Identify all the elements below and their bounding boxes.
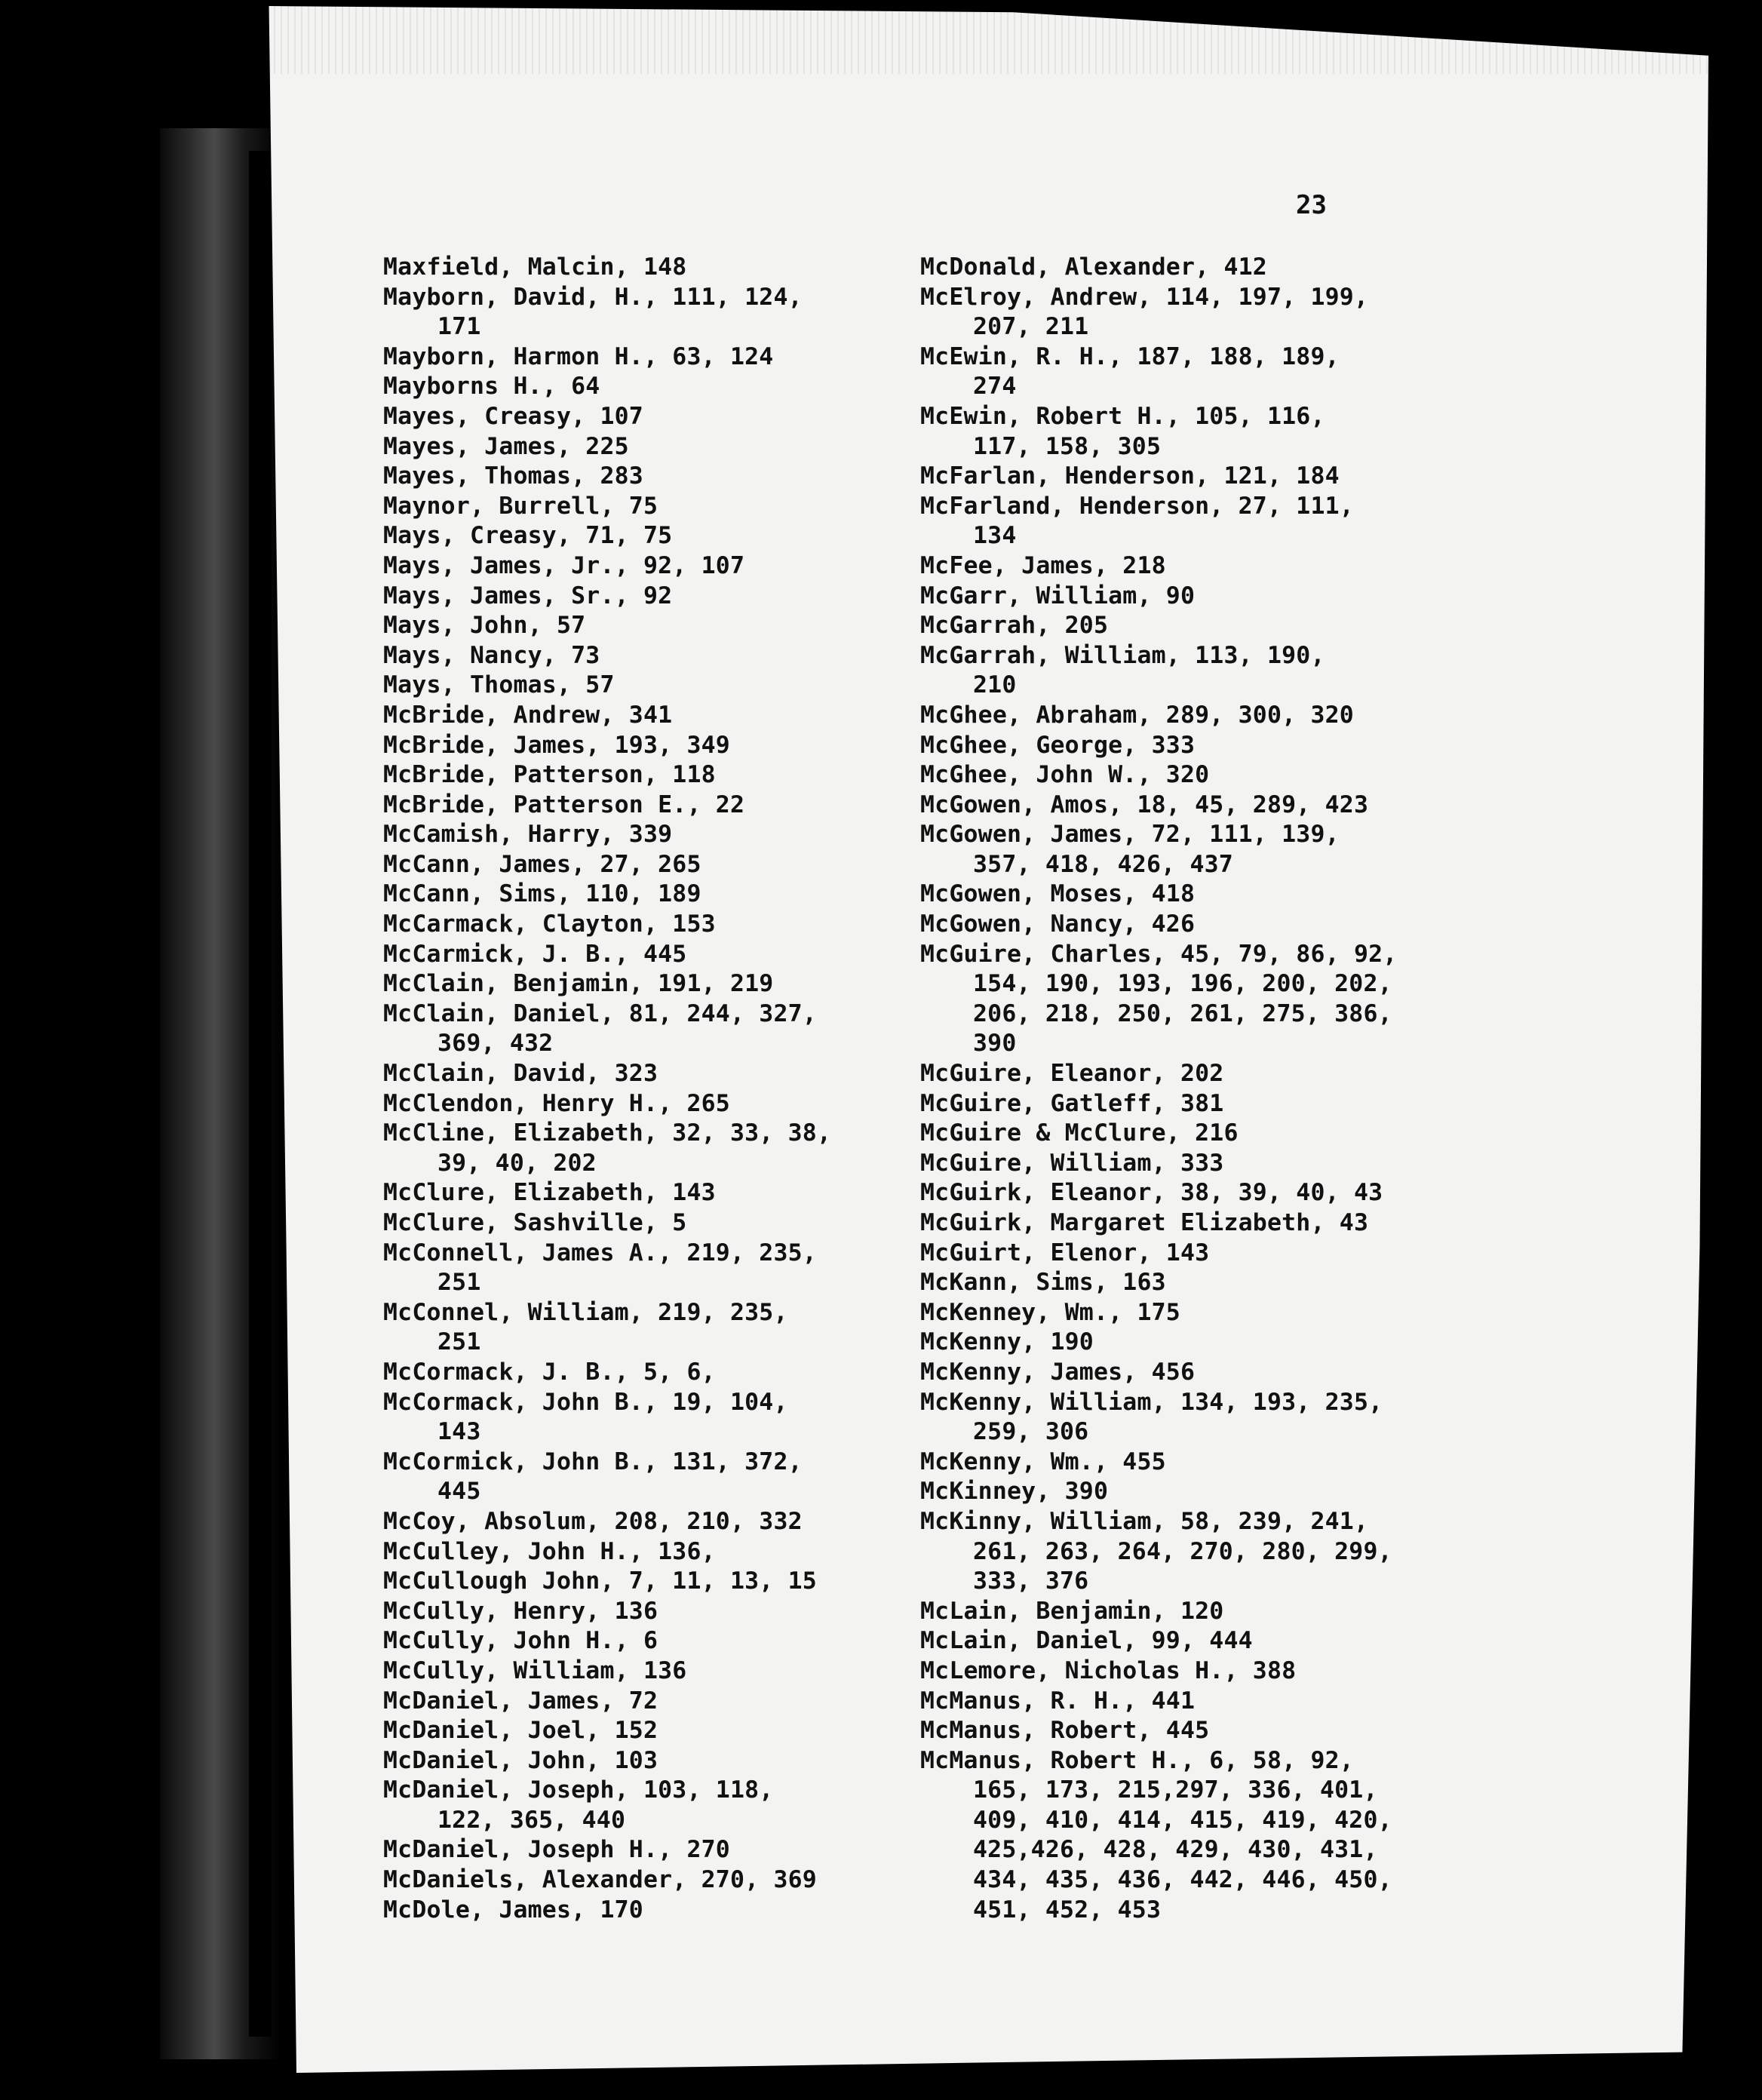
index-entry <box>383 432 866 462</box>
index-entry-text: Mayborn, David, H., 111, 124, <box>383 283 803 311</box>
index-entry-continuation: 39, 40, 202 <box>437 1149 597 1177</box>
index-entry-text: McManus, R. H., 441 <box>920 1687 1196 1715</box>
index-entry <box>383 1448 866 1507</box>
index-entry <box>920 1208 1403 1239</box>
index-entry-text: McCann, Sims, 110, 189 <box>383 880 701 908</box>
index-entry-text: McConnell, James A., 219, 235, <box>383 1239 817 1266</box>
index-entry-text: McElroy, Andrew, 114, 197, 199, <box>920 283 1369 311</box>
index-entry-continuation: 251 <box>437 1269 481 1297</box>
index-entry <box>383 1567 866 1597</box>
index-entry <box>920 701 1403 731</box>
index-entry-text: McCoy, Absolum, 208, 210, 332 <box>383 1507 803 1535</box>
index-entry <box>920 492 1403 551</box>
index-entry-text: McCormack, J. B., 5, 6, <box>383 1358 716 1386</box>
index-column-left <box>383 253 866 1925</box>
index-entry <box>920 641 1403 701</box>
index-entry <box>383 1358 866 1388</box>
index-entry-text: Mayborns H., 64 <box>383 373 600 401</box>
index-entry <box>920 1178 1403 1208</box>
index-entry <box>383 671 866 701</box>
index-entry-text: McClure, Elizabeth, 143 <box>383 1179 716 1207</box>
index-entry <box>383 760 866 791</box>
index-entry <box>383 641 866 671</box>
index-entry-text: Mays, Thomas, 57 <box>383 671 615 699</box>
index-entry-continuation: 333, 376 <box>973 1567 1089 1595</box>
index-entry <box>383 253 866 283</box>
index-entry <box>383 1597 866 1627</box>
index-entry <box>383 1537 866 1567</box>
index-entry-text: McCarmick, J. B., 445 <box>383 940 687 968</box>
index-entry <box>920 1477 1403 1507</box>
index-entry <box>920 880 1403 910</box>
index-entry-text: Maxfield, Malcin, 148 <box>383 253 687 281</box>
index-entry-text: McLemore, Nicholas H., 388 <box>920 1656 1297 1684</box>
index-entry-text: McGhee, John W., 320 <box>920 761 1210 789</box>
index-entry <box>383 342 866 373</box>
index-entry-text: McDaniel, Joseph H., 270 <box>383 1836 730 1864</box>
index-entry-text: McGarrah, 205 <box>920 612 1109 640</box>
index-entry-text: McCully, Henry, 136 <box>383 1597 658 1625</box>
index-entry-continuation: 171 <box>437 313 481 341</box>
index-entry <box>920 1746 1403 1926</box>
index-entry-text: Mays, James, Jr., 92, 107 <box>383 551 745 579</box>
index-entry <box>383 1656 866 1687</box>
index-entry <box>383 492 866 522</box>
index-entry-text: McKinny, William, 58, 239, 241, <box>920 1507 1369 1535</box>
index-entry <box>383 1507 866 1537</box>
index-entry-text: Mayes, Thomas, 283 <box>383 462 643 490</box>
index-entry <box>383 850 866 880</box>
index-entry-text: McGuirt, Elenor, 143 <box>920 1239 1210 1266</box>
index-entry <box>383 791 866 821</box>
index-entry-text: McClain, Daniel, 81, 244, 327, <box>383 999 817 1027</box>
index-entry-text: McClure, Sashville, 5 <box>383 1209 687 1236</box>
index-entry <box>920 791 1403 821</box>
index-entry-continuation: 390 <box>973 1030 1017 1058</box>
page-number: 23 <box>1296 190 1327 220</box>
index-entry-text: Mays, Nancy, 73 <box>383 641 600 669</box>
index-entry-text: McGowen, Amos, 18, 45, 289, 423 <box>920 791 1369 818</box>
index-entry-text: McGuire, William, 333 <box>920 1149 1224 1177</box>
index-entry-text: McKann, Sims, 163 <box>920 1269 1166 1297</box>
index-entry-continuation: 369, 432 <box>437 1030 554 1058</box>
index-entry <box>383 551 866 582</box>
index-entry-text: McEwin, R. H., 187, 188, 189, <box>920 342 1340 370</box>
index-entry-text: McCormick, John B., 131, 372, <box>383 1448 803 1475</box>
index-entry-text: McGuire, Eleanor, 202 <box>920 1060 1224 1088</box>
index-entry-text: McKinney, 390 <box>920 1478 1109 1506</box>
index-entry-text: McDonald, Alexander, 412 <box>920 253 1267 281</box>
index-entry-text: McKenny, James, 456 <box>920 1358 1196 1386</box>
index-entry <box>920 731 1403 761</box>
index-entry-text: McBride, Patterson, 118 <box>383 761 716 789</box>
index-entry-text: McDaniel, John, 103 <box>383 1746 658 1774</box>
index-entry <box>920 1656 1403 1687</box>
index-entry-text: McCline, Elizabeth, 32, 33, 38, <box>383 1119 832 1147</box>
index-entry <box>920 1328 1403 1358</box>
index-entry-continuation: 122, 365, 440 <box>437 1806 626 1834</box>
index-entry <box>383 1089 866 1119</box>
index-entry-continuation: 143 <box>437 1418 481 1446</box>
index-entry-text: McCamish, Harry, 339 <box>383 821 673 849</box>
index-entry <box>383 1178 866 1208</box>
index-entry <box>383 402 866 432</box>
index-entry-text: McFee, James, 218 <box>920 551 1166 579</box>
index-entry-text: McKenny, Wm., 455 <box>920 1448 1166 1475</box>
index-entry <box>920 342 1403 402</box>
index-entry <box>383 940 866 970</box>
index-entry <box>383 611 866 641</box>
index-entry <box>920 910 1403 940</box>
index-entry-text: McGuire, Gatleff, 381 <box>920 1089 1224 1117</box>
index-entry-text: McBride, James, 193, 349 <box>383 731 730 759</box>
index-entry-text: McManus, Robert H., 6, 58, 92, <box>920 1746 1354 1774</box>
index-entry-continuation: 134 <box>973 522 1017 550</box>
index-entry-text: McCarmack, Clayton, 153 <box>383 910 716 938</box>
index-entry <box>383 1208 866 1239</box>
index-entry <box>383 1896 866 1926</box>
index-entry <box>920 611 1403 641</box>
index-entry-continuation: 165, 173, 215,297, 336, 401, <box>973 1776 1378 1804</box>
index-entry-continuation: 210 <box>973 671 1017 699</box>
index-entry-text: McKenney, Wm., 175 <box>920 1298 1180 1326</box>
index-entry-text: McFarlan, Henderson, 121, 184 <box>920 462 1340 490</box>
index-entry-continuation: 207, 211 <box>973 313 1089 341</box>
index-entry <box>920 1626 1403 1656</box>
index-entry <box>383 999 866 1059</box>
index-entry <box>383 1716 866 1746</box>
index-entry-text: McDaniels, Alexander, 270, 369 <box>383 1866 817 1894</box>
index-entry-continuation: 409, 410, 414, 415, 419, 420, <box>973 1806 1392 1834</box>
index-entry <box>383 910 866 940</box>
index-entry-continuation: 251 <box>437 1328 481 1356</box>
index-entry-text: McFarland, Henderson, 27, 111, <box>920 492 1354 520</box>
index-entry <box>920 1268 1403 1298</box>
index-entry <box>920 1388 1403 1448</box>
index-entry <box>383 1388 866 1448</box>
index-entry-text: McCormack, John B., 19, 104, <box>383 1388 788 1416</box>
index-entry-continuation: 117, 158, 305 <box>973 432 1162 460</box>
index-entry <box>920 760 1403 791</box>
index-entry <box>383 1239 866 1298</box>
index-entry <box>383 1746 866 1776</box>
index-entry-text: McClendon, Henry H., 265 <box>383 1089 730 1117</box>
index-entry-text: McLain, Daniel, 99, 444 <box>920 1627 1253 1655</box>
index-entry-continuation: 451, 452, 453 <box>973 1896 1162 1923</box>
index-entry-text: Mays, John, 57 <box>383 612 586 640</box>
index-entry-continuation: 261, 263, 264, 270, 280, 299, <box>973 1537 1392 1565</box>
index-entry <box>920 582 1403 612</box>
index-entry-continuation: 445 <box>437 1478 481 1506</box>
index-entry-text: McManus, Robert, 445 <box>920 1717 1210 1745</box>
index-entry <box>920 1239 1403 1269</box>
index-entry <box>383 1119 866 1178</box>
index-entry <box>920 1119 1403 1149</box>
index-entry <box>383 1626 866 1656</box>
index-entry-text: McGuire & McClure, 216 <box>920 1119 1239 1147</box>
scan-noise-top-edge <box>260 6 1708 74</box>
index-entry-continuation: 274 <box>973 373 1017 401</box>
index-entry <box>383 969 866 999</box>
index-entry <box>383 880 866 910</box>
index-entry-continuation: 425,426, 428, 429, 430, 431, <box>973 1836 1378 1864</box>
index-entry-continuation: 206, 218, 250, 261, 275, 386, <box>973 999 1392 1027</box>
index-entry <box>920 402 1403 462</box>
index-entry-text: McKenny, William, 134, 193, 235, <box>920 1388 1383 1416</box>
index-entry-text: McClain, David, 323 <box>383 1060 658 1088</box>
index-entry-continuation: 259, 306 <box>973 1418 1089 1446</box>
index-entry-text: Maynor, Burrell, 75 <box>383 492 658 520</box>
index-entry <box>920 1687 1403 1717</box>
index-entry <box>920 283 1403 342</box>
index-entry-text: McGuirk, Margaret Elizabeth, 43 <box>920 1209 1369 1236</box>
index-entry-text: Mayborn, Harmon H., 63, 124 <box>383 342 774 370</box>
index-entry <box>383 1687 866 1717</box>
index-column-right <box>920 253 1403 1925</box>
index-entry-text: McGhee, George, 333 <box>920 731 1196 759</box>
index-entry <box>920 1298 1403 1328</box>
index-entry <box>383 1059 866 1089</box>
index-entry-text: McGhee, Abraham, 289, 300, 320 <box>920 701 1354 729</box>
index-entry-text: McGowen, Nancy, 426 <box>920 910 1196 938</box>
index-entry-text: McDaniel, Joseph, 103, 118, <box>383 1776 774 1804</box>
index-entry-text: McBride, Patterson E., 22 <box>383 791 745 818</box>
index-entry-text: McCully, William, 136 <box>383 1656 687 1684</box>
index-entry-text: McDaniel, Joel, 152 <box>383 1717 658 1745</box>
index-entry-text: McGowen, Moses, 418 <box>920 880 1196 908</box>
index-entry-text: McLain, Benjamin, 120 <box>920 1597 1224 1625</box>
index-entry-text: McDole, James, 170 <box>383 1896 643 1923</box>
index-entry-text: McCann, James, 27, 265 <box>383 850 701 878</box>
index-entry <box>383 820 866 850</box>
index-entry <box>920 1059 1403 1089</box>
index-entry-text: McCulley, John H., 136, <box>383 1537 716 1565</box>
index-entry <box>383 462 866 492</box>
index-entry-text: McClain, Benjamin, 191, 219 <box>383 970 774 998</box>
index-entry <box>920 1597 1403 1627</box>
index-entry <box>383 1298 866 1358</box>
index-entry-text: McGuirk, Eleanor, 38, 39, 40, 43 <box>920 1179 1383 1207</box>
index-entry-text: McGuire, Charles, 45, 79, 86, 92, <box>920 940 1398 968</box>
index-entry <box>920 1716 1403 1746</box>
index-entry-text: McConnel, William, 219, 235, <box>383 1298 788 1326</box>
index-entry-text: Mayes, Creasy, 107 <box>383 402 643 430</box>
index-entry <box>920 462 1403 492</box>
index-entry <box>920 551 1403 582</box>
index-entry-text: McGarrah, William, 113, 190, <box>920 641 1325 669</box>
index-entry-text: McGarr, William, 90 <box>920 582 1196 609</box>
index-entry <box>383 1776 866 1835</box>
index-entry <box>383 1835 866 1865</box>
index-entry-text: McEwin, Robert H., 105, 116, <box>920 402 1325 430</box>
index-entry <box>920 253 1403 283</box>
index-entry-text: McDaniel, James, 72 <box>383 1687 658 1715</box>
index-entry-text: Mays, James, Sr., 92 <box>383 582 673 609</box>
index-entry <box>383 372 866 402</box>
spine-shadow <box>249 151 272 2037</box>
index-entry-continuation: 154, 190, 193, 196, 200, 202, <box>973 970 1392 998</box>
index-entry-text: McKenny, 190 <box>920 1328 1094 1356</box>
index-entry <box>920 940 1403 1059</box>
index-entry-text: McCully, John H., 6 <box>383 1627 658 1655</box>
index-entry-text: Mayes, James, 225 <box>383 432 629 460</box>
index-entry <box>383 582 866 612</box>
index-entry <box>920 1089 1403 1119</box>
index-entry-continuation: 434, 435, 436, 442, 446, 450, <box>973 1866 1392 1894</box>
index-entry-text: McGowen, James, 72, 111, 139, <box>920 821 1340 849</box>
index-entry <box>383 521 866 551</box>
index-entry-text: Mays, Creasy, 71, 75 <box>383 522 673 550</box>
index-entry-text: McCullough John, 7, 11, 13, 15 <box>383 1567 817 1595</box>
index-entry <box>920 1149 1403 1179</box>
index-entry <box>383 731 866 761</box>
index-entry <box>383 701 866 731</box>
index-entry <box>920 820 1403 880</box>
index-entry-text: McBride, Andrew, 341 <box>383 701 673 729</box>
index-entry <box>383 283 866 342</box>
index-entry <box>920 1507 1403 1597</box>
index-entry <box>920 1448 1403 1478</box>
index-entry <box>920 1358 1403 1388</box>
index-entry <box>383 1865 866 1896</box>
index-entry-continuation: 357, 418, 426, 437 <box>973 850 1233 878</box>
